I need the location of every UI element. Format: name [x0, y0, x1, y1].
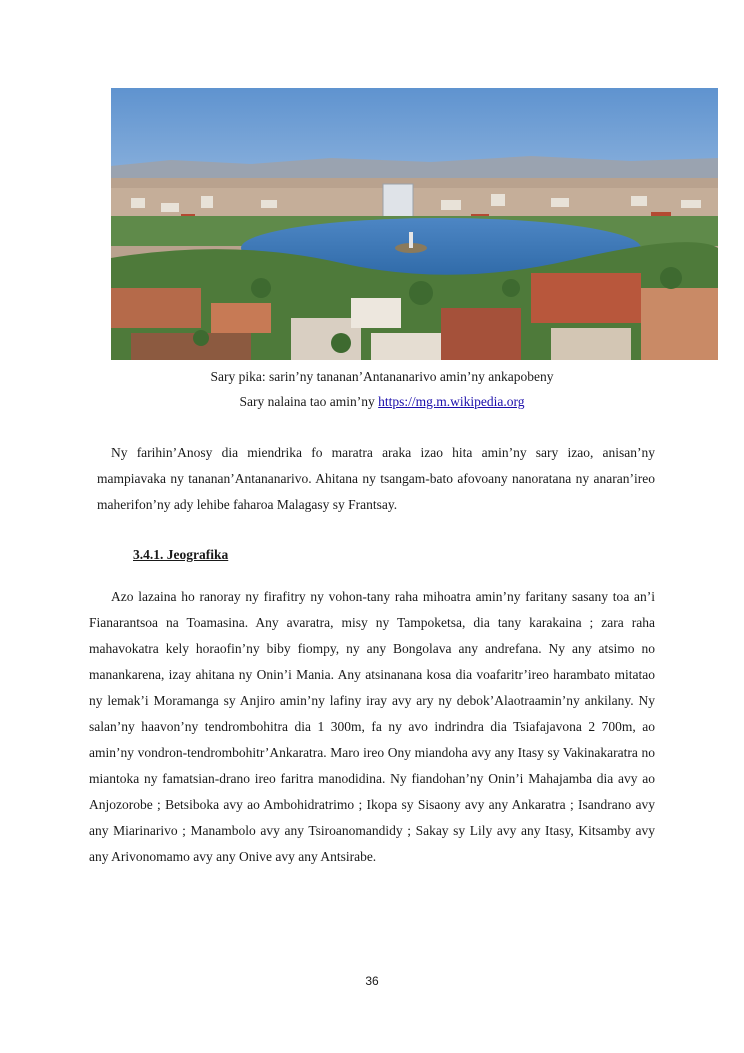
paragraph-anosy: Ny farihin’Anosy dia miendrika fo maratra araka izao hita amin’ny sary izao, anisan’ny mampiavaka ny tananan’Antananarivo. Ahitana ny tsangam-bato afovoany nanoratana ny anaran’ireo maherifon’ny ady lehibe faharoa Malagasy sy Frantsay. [97, 445, 655, 512]
page-number: 36 [365, 974, 379, 988]
section-heading: 3.4.1. Jeografika [133, 547, 229, 562]
figure-source [20, 394, 744, 410]
antananarivo-photo [111, 88, 718, 360]
paragraph-jeografika: Azo lazaina ho ranoray ny firafitry ny vohon-tany raha mihoatra amin’ny faritany sasany toa an’i Fianarantsoa na Toamasina. Any avaratra, misy ny Tampoketsa, dia tany karakaina ; zara raha mahavokatra kely horaofin’ny biby fiompy, ny any Bongolava any andrefana. Ny any atsimo no manankarena, izay ahitana ny Onin’i Mania. Any atsinanana kosa dia voafaritr’ireo harambato mitatao ny lemak’i Moramanga sy Anjiro amin’ny lafiny iray avy ary ny debok’Alaotraamin’ny ankilany. Ny salan’ny haavon’ny tendrombohitra dia 1 300m, fa ny avo indrindra dia Tsiafajavona 2 700m, ao amin’ny vondron-tendrombohitr’Ankaratra. Maro ireo Ony miandoha avy any Itasy sy Vakinakaratra no miantoka ny famatsian-drano ireo faritra manodidina. Ny fiandohan’ny Onin’i Mahajamba dia avy ao Anjozorobe ; Betsiboka avy ao Ambohidratrimo ; Ikopa sy Sisaony avy any Ankaratra ; Isandrano avy any Miarinarivo ; Manambolo avy any Tsiroanomandidy ; Sakay sy Lily avy any Itasy, Kitsamby avy any Arivonomamo avy any Onive avy any Antsirabe. [89, 589, 655, 864]
figure-source-prefix: Sary nalaina tao amin’ny [239, 394, 379, 409]
figure-caption: Sary pika: sarin’ny tananan’Antananarivo amin’ny ankapobeny [210, 369, 554, 384]
source-link[interactable]: https://mg.m.wikipedia.org [378, 394, 525, 409]
